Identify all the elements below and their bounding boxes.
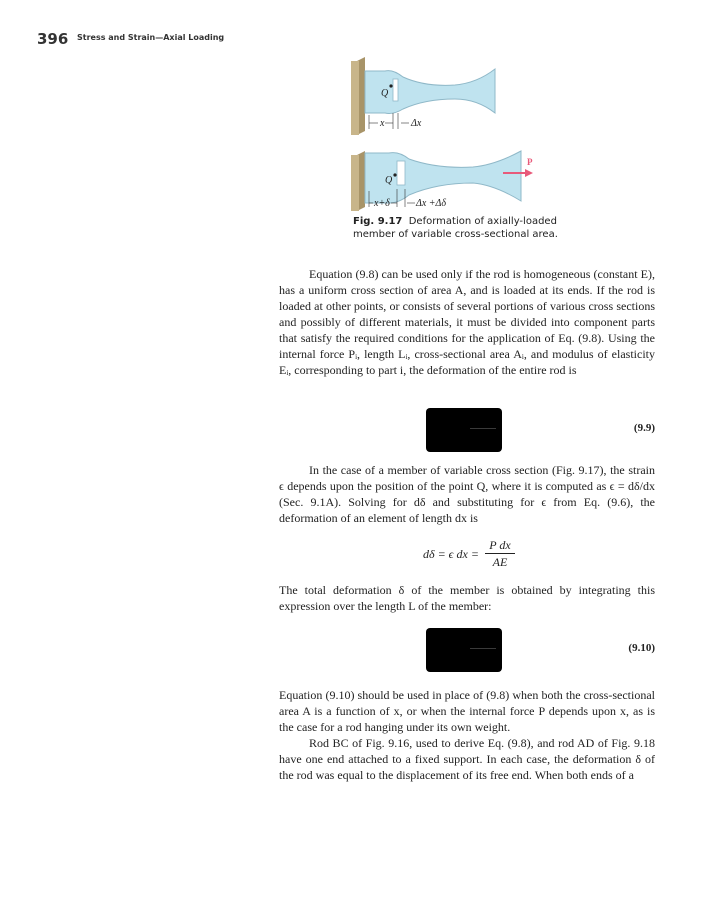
- figure-caption-label: Fig. 9.17: [353, 216, 403, 227]
- top-label-x: x: [380, 118, 385, 129]
- top-wall-face: [351, 61, 359, 135]
- figure-caption: [353, 215, 573, 241]
- inline-equation-numerator: P dx: [489, 538, 511, 552]
- top-point-q: [389, 84, 392, 87]
- equation-9-9-image: [426, 408, 502, 452]
- inline-equation-lhs: dδ = ϵ dx =: [423, 547, 479, 561]
- bottom-point-q: [393, 173, 396, 176]
- equation-9-9-number: (9.9): [633, 422, 655, 434]
- bottom-label-x-delta: x+δ: [374, 198, 390, 209]
- inline-equation-denominator: AE: [492, 555, 508, 569]
- equation-9-9: [279, 408, 655, 452]
- deformation-diagram: [345, 55, 575, 215]
- equation-9-10-image: [426, 628, 502, 672]
- section-title: Stress and Strain—Axial Loading: [77, 33, 225, 42]
- paragraph-3: The total deformation δ of the member is obtained by integrating this expression over the length L of the member:: [279, 583, 655, 613]
- page-number: 396: [37, 30, 69, 48]
- inline-equation-fraction-bar: [485, 553, 515, 554]
- force-arrow-head: [525, 169, 533, 177]
- paragraph-1: Equation (9.8) can be used only if the rod is homogeneous (constant E), has a uniform cross section of area A, and is loaded at its ends. If the rod is loaded at other points, or consists of several portions of various cross sections and possibly of different materials, it must be divided into component parts that satisfy the required conditions for the application of Eq. (9.8). Using the internal force Pᵢ, length Lᵢ, cross-sectional area Aᵢ, and modulus of elasticity Eᵢ, corresponding to part i, the deformation of the entire rod is: [279, 267, 655, 377]
- top-element: [393, 79, 398, 101]
- bottom-wall-face: [351, 155, 359, 211]
- force-label: P: [527, 157, 533, 167]
- equation-9-10-number: (9.10): [628, 642, 655, 654]
- paragraph-5: Rod BC of Fig. 9.16, used to derive Eq. (9.8), and rod AD of Fig. 9.18 have one end attached to a fixed support. In each case, the deformation δ of the rod was equal to the displacement of its free end. When both ends of a: [279, 736, 655, 782]
- equation-9-10: [279, 628, 655, 672]
- paragraph-4: Equation (9.10) should be used in place of (9.8) when both the cross-sectional area A is a function of x, or when the internal force P depends upon x, as is the case for a rod hanging under its own weight.: [279, 688, 655, 734]
- bottom-label-dx-delta: Δx +Δδ: [416, 198, 447, 209]
- figure-caption-text: Deformation of axially-loaded member of variable cross-sectional area.: [353, 216, 558, 240]
- bottom-element: [397, 161, 405, 185]
- inline-equation: [423, 538, 523, 568]
- paragraph-2: In the case of a member of variable cross section (Fig. 9.17), the strain ϵ depends upon the position of the point Q, where it is computed as ϵ = dδ/dx (Sec. 9.1A). Solving for dδ and substituting for ϵ from Eq. (9.6), the deformation of an element of length dx is: [279, 463, 655, 525]
- figure-9-17: [345, 55, 575, 245]
- top-label-dx: Δx: [411, 118, 422, 129]
- bottom-label-q: Q: [385, 175, 393, 186]
- top-label-q: Q: [381, 88, 389, 99]
